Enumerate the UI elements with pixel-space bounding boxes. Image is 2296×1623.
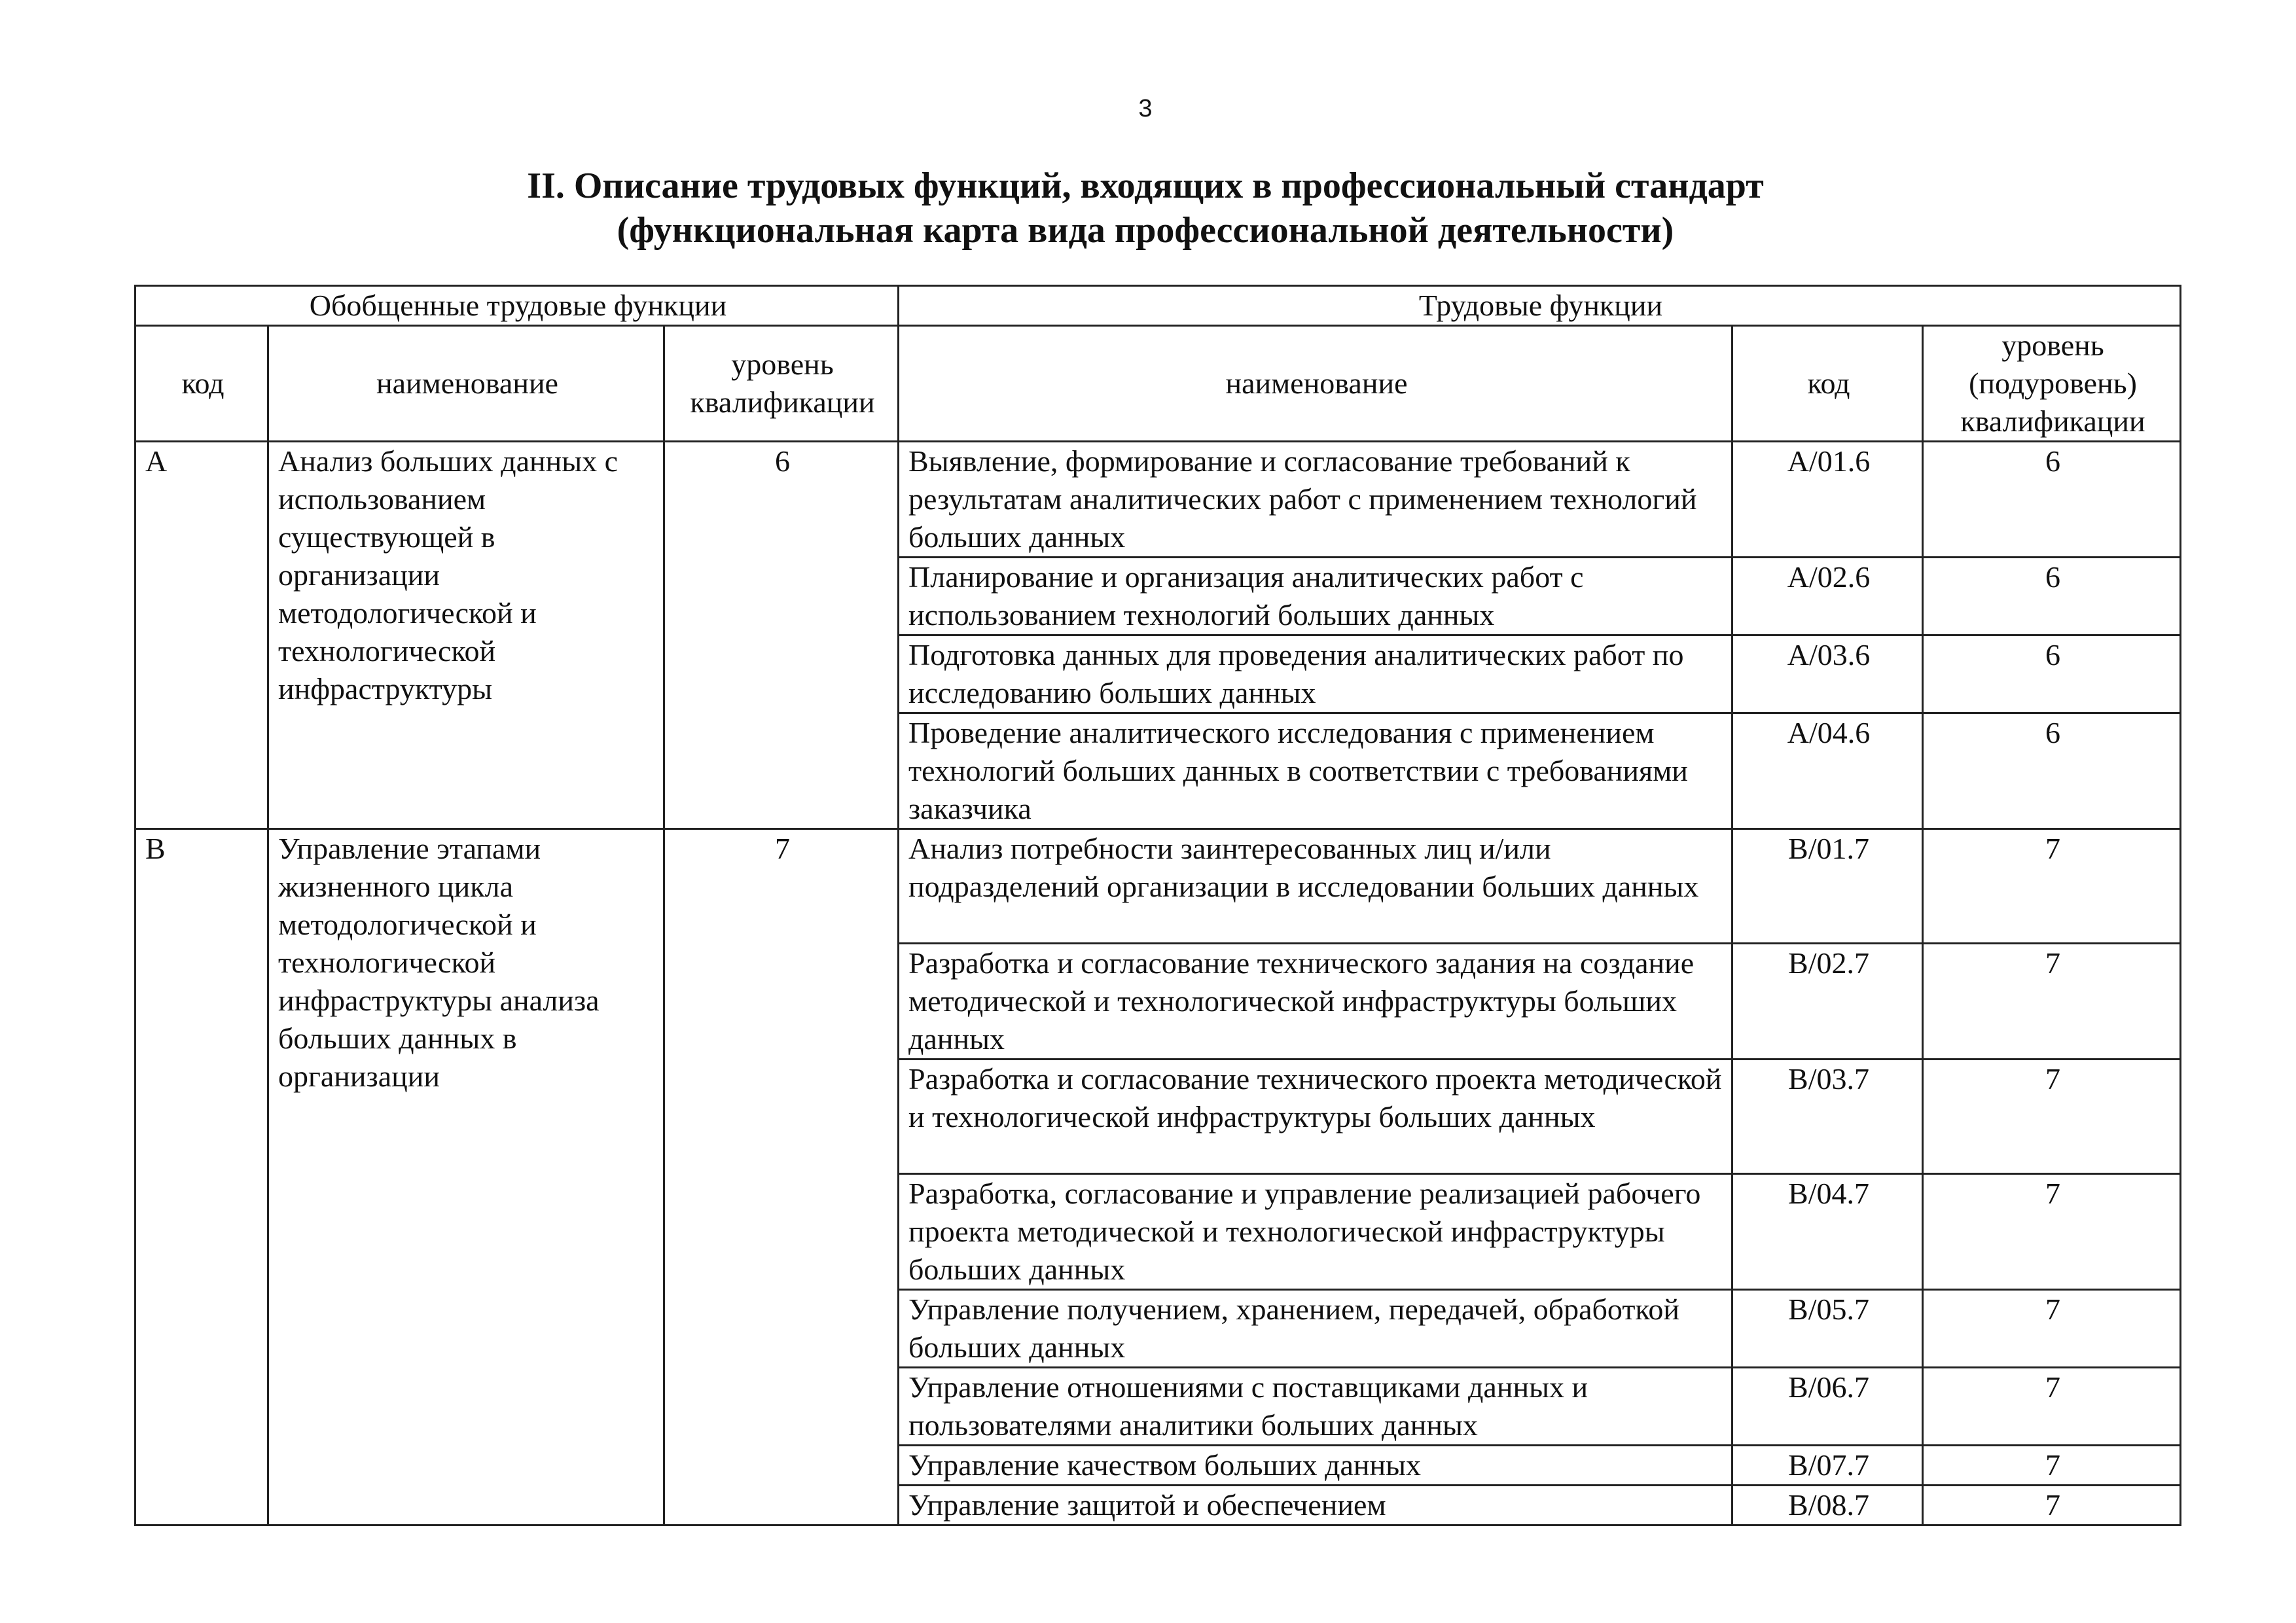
function-code: B/07.7 <box>1732 1446 1923 1486</box>
function-name: Планирование и организация аналитических работ с использованием технологий больших данных <box>899 558 1732 635</box>
table-column-header-row <box>135 326 2181 442</box>
function-name: Управление отношениями с поставщиками данных и пользователями аналитики больших данных <box>899 1368 1732 1446</box>
header-function-name: наименование <box>899 326 1732 442</box>
section-title-line2: (функциональная карта вида профессиональной деятельности) <box>617 210 1674 251</box>
function-name: Управление защитой и обеспечением <box>899 1486 1732 1525</box>
page-number: 3 <box>1138 95 1153 122</box>
function-name: Подготовка данных для проведения аналитических работ по исследованию больших данных <box>899 635 1732 713</box>
function-level: 7 <box>1923 1368 2181 1446</box>
function-level: 7 <box>1923 1174 2181 1290</box>
function-code: A/04.6 <box>1732 713 1923 829</box>
function-level: 6 <box>1923 713 2181 829</box>
function-name: Разработка и согласование технического задания на создание методической и технологической инфраструктуры больших данных <box>899 944 1732 1060</box>
group-level: 6 <box>664 442 899 829</box>
function-code: B/05.7 <box>1732 1290 1923 1368</box>
function-code: B/06.7 <box>1732 1368 1923 1446</box>
group-name: Управление этапами жизненного цикла методологической и технологической инфраструктуры анализа больших данных в организации <box>268 829 664 1525</box>
group-code: A <box>135 442 268 829</box>
section-title <box>196 164 2094 253</box>
function-level: 6 <box>1923 635 2181 713</box>
table-row <box>135 442 2181 558</box>
header-function-code: код <box>1732 326 1923 442</box>
function-code: B/04.7 <box>1732 1174 1923 1290</box>
function-name: Разработка и согласование технического проекта методической и технологической инфраструктуры больших данных <box>899 1060 1732 1174</box>
function-level: 7 <box>1923 944 2181 1060</box>
function-code: B/03.7 <box>1732 1060 1923 1174</box>
table-group-header-row <box>135 286 2181 326</box>
function-code: A/02.6 <box>1732 558 1923 635</box>
header-function-level: уровень (подуровень) квалификации <box>1923 326 2181 442</box>
function-name: Анализ потребности заинтересованных лиц и/или подразделений организации в исследовании больших данных <box>899 829 1732 944</box>
header-name: наименование <box>268 326 664 442</box>
function-code: B/02.7 <box>1732 944 1923 1060</box>
function-name: Управление качеством больших данных <box>899 1446 1732 1486</box>
function-level: 7 <box>1923 1486 2181 1525</box>
function-level: 6 <box>1923 558 2181 635</box>
function-code: B/01.7 <box>1732 829 1923 944</box>
function-level: 6 <box>1923 442 2181 558</box>
function-name: Разработка, согласование и управление реализацией рабочего проекта методической и технологической инфраструктуры больших данных <box>899 1174 1732 1290</box>
table-row <box>135 829 2181 944</box>
header-labor-functions: Трудовые функции <box>899 286 2181 326</box>
function-level: 7 <box>1923 1290 2181 1368</box>
function-level: 7 <box>1923 829 2181 944</box>
function-level: 7 <box>1923 1060 2181 1174</box>
header-generalized-functions: Обобщенные трудовые функции <box>135 286 899 326</box>
function-code: B/08.7 <box>1732 1486 1923 1525</box>
function-name: Управление получением, хранением, передачей, обработкой больших данных <box>899 1290 1732 1368</box>
header-code: код <box>135 326 268 442</box>
group-name: Анализ больших данных с использованием существующей в организации методологической и технологической инфраструктуры <box>268 442 664 829</box>
function-level: 7 <box>1923 1446 2181 1486</box>
group-level: 7 <box>664 829 899 1525</box>
functional-map-table <box>134 285 2181 1526</box>
function-name: Выявление, формирование и согласование требований к результатам аналитических работ с применением технологий больших данных <box>899 442 1732 558</box>
group-code: B <box>135 829 268 1525</box>
function-name: Проведение аналитического исследования с применением технологий больших данных в соответствии с требованиями заказчика <box>899 713 1732 829</box>
section-title-line1: II. Описание трудовых функций, входящих в профессиональный стандарт <box>527 166 1764 206</box>
function-code: A/01.6 <box>1732 442 1923 558</box>
function-code: A/03.6 <box>1732 635 1923 713</box>
header-level: уровень квалификации <box>664 326 899 442</box>
